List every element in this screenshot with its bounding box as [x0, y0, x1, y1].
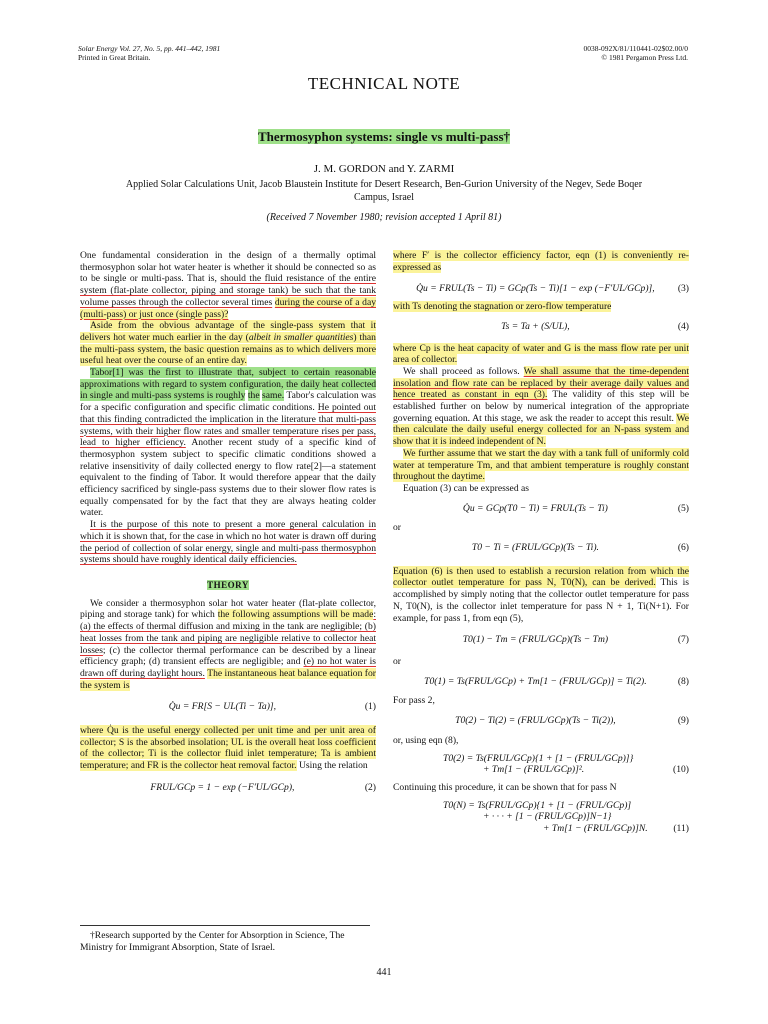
equation-text: + · · · + [1 − (FRUL/GCp)]N−1}: [483, 811, 612, 823]
authors: J. M. GORDON and Y. ZARMI: [313, 163, 455, 175]
highlighted-text: We shall assume that the time-dependent insolation and flow rate can be replaced by their average daily values and hence treated as constant in eqn (3).: [393, 365, 689, 401]
paragraph-purpose: [80, 519, 376, 566]
text: Using the relation: [296, 760, 368, 772]
equation-number: (8): [677, 675, 689, 687]
highlighted-text: Aside from the obvious advantage of the single-pass system that it delivers hot water much earlier in the day (: [80, 320, 376, 343]
equation-number: (5): [677, 502, 689, 514]
or-text: or: [393, 522, 401, 534]
received-dates: (Received 7 November 1980; revision accepted 1 April 81): [266, 212, 502, 223]
equation-number: (11): [673, 823, 689, 835]
text: The validity of this step will be established further on below by numerical integration of the appropriate governing equation. At this stage, we ask the reader to accept this result.: [393, 389, 689, 424]
equation-text: T0(N) = Ts(FRUL/GCp){1 + [1 − (FRUL/GCp)]: [443, 799, 632, 811]
paragraph-recursion: [393, 566, 689, 625]
highlighted-text: during the course of a day (multi-pass) or just once (single pass)?: [80, 296, 376, 320]
equation-text: T0(2) = Ts(FRUL/GCp){1 + [1 − (FRUL/GCp)]}: [443, 752, 634, 764]
equation-11: [393, 800, 689, 835]
footnote-rule: [80, 925, 370, 926]
equation-text: T0(1) − Tm = (FRUL/GCp)(Ts − Tm): [462, 634, 609, 646]
underlined-text: (e) no hot water is drawn off during daylight hours.: [80, 656, 376, 679]
equation-number: (9): [677, 715, 689, 727]
underlined-text: should the fluid resistance of the entire system (flat-plate collector, piping and storage tank) be such that the tank volume passes through the collector several times: [80, 273, 376, 308]
text: We consider a thermosyphon solar hot water heater (flat-plate collector, piping and storage tank) for which: [80, 597, 376, 621]
highlighted-text: Tabor[1] was the first to illustrate that, subject to certain reasonable approximations with regard to system configuration, the daily heat collected in single and multi-pass systems is roughly: [80, 367, 376, 402]
equation-8: [393, 676, 689, 688]
footnote: †Research supported by the Center for Absorption in Science, The Ministry for Immigrant Absorption, State of Israel.: [80, 930, 345, 953]
theory-heading: [80, 580, 376, 592]
affiliation: Applied Solar Calculations Unit, Jacob Blaustein Institute for Desert Research, Ben-Gurion University of the Negev, Sede Boqer Campus, Israel: [125, 179, 643, 203]
section-title: TECHNICAL NOTE: [307, 74, 461, 93]
highlighted-text: ) than the multi-pass system, the basic question remains as to which delivers more useful heat over the course of an entire day.: [80, 331, 376, 367]
text: Another recent study of a specific kind of thermosyphon system subject to specific climatic conditions showed a relative insensitivity of daily collected energy to flow rate[2]—a statement equivalent to the finding of Tabor. It would therefore appear that the daily efficiency sacrificed by single-pass systems due to their slower flow rates is equally compensated for by the fact that they are always heating colder water.: [80, 437, 376, 519]
equation-text: + Tm[1 − (FRUL/GCp)]N.: [543, 823, 648, 835]
equation-text: T0(2) − Ti(2) = (FRUL/GCp)(Ts − Ti(2)),: [455, 715, 616, 727]
highlighted-text: the: [247, 390, 260, 402]
highlighted-text: where F′ is the collector efficiency factor, eqn (1) is conveniently re-expressed as: [393, 250, 689, 273]
equation-text: T0(1) = Ts(FRUL/GCp) + Tm[1 − (FRUL/GCp)] = Ti(2).: [424, 675, 647, 687]
equation-9: [393, 715, 689, 727]
left-column: [80, 250, 376, 800]
highlighted-text: where Q̇u is the useful energy collected per unit time and per unit area of collector; S is the absorbed insolation; UL is the overall heat loss coefficient of the collector; Ti is the collector fluid inlet temperature; Ta is ambient temperature; and FR is the collector heat removal factor.: [80, 725, 376, 772]
equation-10: [393, 753, 689, 776]
paragraph-stagnation: [393, 301, 689, 313]
paragraph-assumptions: [80, 598, 376, 692]
equation-number: (2): [364, 781, 376, 793]
equation-number: (10): [673, 764, 689, 776]
journal-line: Solar Energy Vol. 27, No. 5, pp. 441–442, 1981: [78, 44, 221, 53]
equation-text: Q̇u = FR[S − UL(Ti − Ta)],: [168, 701, 277, 713]
equation-text: + Tm[1 − (FRUL/GCp)]².: [483, 764, 585, 776]
paragraph-proceed: [393, 366, 689, 448]
highlighted-text: where Cp is the heat capacity of water and G is the mass flow rate per unit area of collector.: [393, 342, 689, 366]
highlighted-text: same.: [262, 390, 285, 402]
paragraph-eq3-expressed: Equation (3) can be expressed as: [403, 482, 530, 494]
underlined-text: : (a) the effects of thermal diffusion and mixing in the tank are negligible; (b) heat losses from the tank and piping are negligible relative to collector heat losses: [80, 609, 376, 656]
copyright-header: [583, 44, 688, 62]
text: ; (c) the collector thermal performance can be described by a linear efficiency graph; (d) transient effects are negligible; and: [80, 644, 376, 668]
equation-1: [80, 701, 376, 713]
paragraph-intro: [80, 250, 376, 320]
equation-number: (7): [677, 634, 689, 646]
page-number: 441: [376, 967, 392, 978]
paragraph-assume-cold: [393, 448, 689, 483]
or-text: or: [393, 655, 401, 667]
paragraph-tabor: [80, 367, 376, 519]
equation-5: [393, 503, 689, 515]
highlighted-text: with Ts denoting the stagnation or zero-flow temperature: [393, 301, 612, 313]
equation-number: (1): [364, 701, 376, 713]
highlighted-text: albeit in smaller quantities: [248, 331, 354, 343]
equation-2: [80, 782, 376, 794]
underlined-text: It is the purpose of this note to present a more general calculation in which it is shown that, for the case in which no hot water is drawn off during the period of collection of solar energy, single and multi-pass thermosyphon systems should have roughly identical daily efficiencies.: [80, 519, 376, 566]
equation-text: Ts = Ta + (S/UL),: [501, 320, 570, 332]
equation-text: Q̇u = FRUL(Ts − Ti) = GCp(Ts − Ti)[1 − exp (−F′UL/GCp)],: [416, 283, 655, 295]
equation-4: [393, 321, 689, 333]
paper-title: [0, 129, 768, 145]
journal-header: [78, 44, 220, 62]
equation-number: (6): [677, 542, 689, 554]
paragraph-definitions: [80, 725, 376, 772]
equation-text: Q̇u = GCp(T0 − Ti) = FRUL(Ts − Ti): [462, 502, 608, 514]
equation-7: [393, 634, 689, 646]
equation-6: [393, 542, 689, 554]
highlighted-text: The instantaneous heat balance equation for the system is: [80, 667, 376, 691]
text: This is accomplished by simply noting that the collector outlet temperature for pass N, T0(N), is the collector inlet temperature for pass N + 1, Ti(N+1). For example, for pass 1, from eqn (5),: [393, 577, 689, 624]
highlighted-text: We then calculate the daily useful energy collected for an N-pass system and show that it is indeed independent of N.: [393, 412, 689, 448]
text: Tabor's calculation was for a specific configuration and specific climatic conditions.: [80, 390, 376, 414]
highlighted-text: Equation (6) is then used to establish a recursion relation from which the collector outlet temperature for pass N, T0(N), can be derived.: [393, 565, 689, 589]
equation-number: (3): [677, 283, 689, 295]
equation-text: FRUL/GCp = 1 − exp (−F′UL/GCp),: [150, 781, 295, 793]
copyright: © 1981 Pergamon Press Ltd.: [601, 53, 688, 62]
highlighted-text: the following assumptions will be made: [217, 609, 374, 621]
equation-number: (4): [677, 320, 689, 332]
title-text: Thermosyphon systems: single vs multi-pass†: [257, 129, 511, 144]
paragraph-heat-capacity: [393, 343, 689, 366]
text: We shall proceed as follows.: [403, 365, 524, 377]
right-column: [393, 250, 689, 841]
text: One fundamental consideration in the design of a thermally optimal thermosyphon solar hot water heater is whether it should be connected so as to be single or multi-pass. That is,: [80, 250, 376, 285]
highlighted-text: We further assume that we start the day with a tank full of uniformly cold water at temperature Tm, and that ambient temperature is roughly constant throughout the daytime.: [393, 447, 689, 483]
equation-3: [393, 283, 689, 295]
pass-2-text: For pass 2,: [393, 695, 435, 707]
equation-text: T0 − Ti = (FRUL/GCp)(Ts − Ti).: [471, 542, 599, 554]
underlined-text: He pointed out that this finding contradicted the implication in the literature that multi-pass systems, with their higher flow rates and smaller temperature rises per pass, lead to higher efficiency.: [80, 402, 376, 449]
heading-text: THEORY: [207, 579, 249, 590]
paragraph-advantage: [80, 320, 376, 367]
using-eqn-8-text: or, using eqn (8),: [393, 734, 459, 746]
printed-line: Printed in Great Britain.: [78, 53, 151, 62]
paragraph-continuing: Continuing this procedure, it can be shown that for pass N: [393, 781, 617, 793]
paragraph-efficiency-factor: [393, 250, 689, 273]
issn-code: 0038-092X/81/110441-02$02.00/0: [583, 44, 688, 53]
